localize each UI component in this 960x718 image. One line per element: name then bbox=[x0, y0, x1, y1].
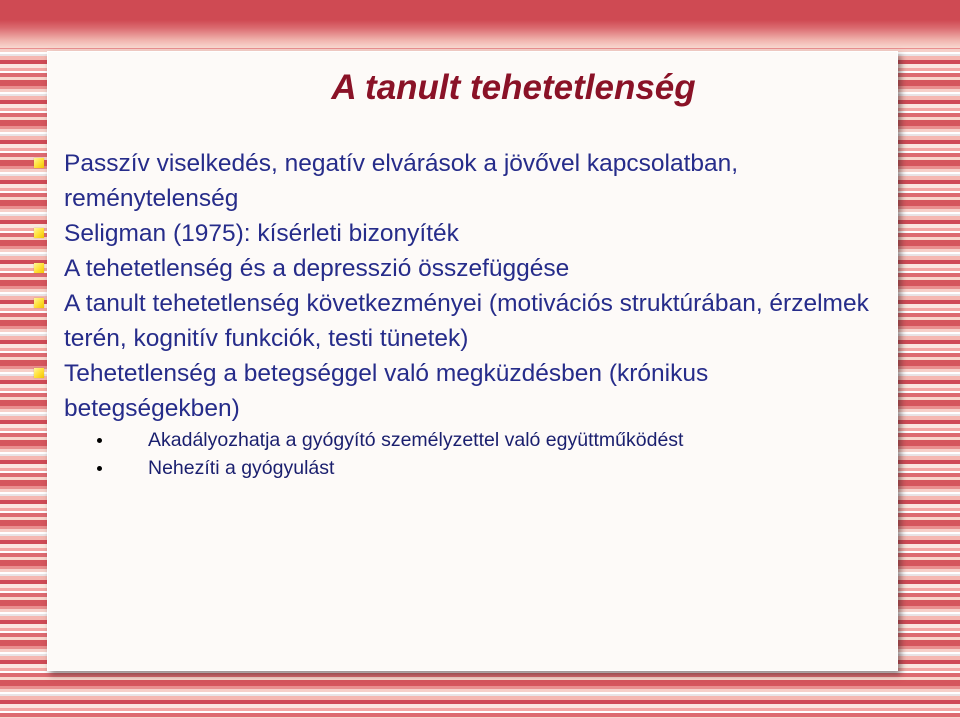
sub-bullet-list bbox=[64, 426, 888, 482]
bullet-list bbox=[48, 146, 888, 482]
sub-bullet-text: Nehezíti a gyógyulást bbox=[148, 457, 335, 479]
yellow-square-bullet-icon bbox=[34, 228, 44, 238]
yellow-square-bullet-icon bbox=[34, 158, 44, 168]
bullet-text: Tehetetlenség a betegséggel való megküzdésben (krónikus betegségekben) bbox=[64, 360, 709, 422]
yellow-square-bullet-icon bbox=[34, 368, 44, 378]
yellow-square-bullet-icon bbox=[34, 298, 44, 308]
bullet-text: A tehetetlenség és a depresszió összefüggése bbox=[64, 255, 570, 282]
bullet-item bbox=[48, 251, 888, 286]
sub-bullet-item bbox=[64, 426, 888, 454]
bullet-item bbox=[48, 216, 888, 251]
black-dot-bullet-icon bbox=[97, 466, 102, 471]
yellow-square-bullet-icon bbox=[34, 263, 44, 273]
sub-bullet-item bbox=[64, 454, 888, 482]
black-dot-bullet-icon bbox=[97, 438, 102, 443]
bullet-item bbox=[48, 356, 888, 482]
bullet-item bbox=[48, 146, 888, 216]
bullet-item bbox=[48, 286, 888, 356]
bullet-text: Passzív viselkedés, negatív elvárások a jövővel kapcsolatban, reménytelenség bbox=[64, 150, 739, 212]
slide-title: A tanult tehetetlenség bbox=[331, 68, 696, 107]
bullet-text: Seligman (1975): kísérleti bizonyíték bbox=[64, 220, 459, 247]
sub-bullet-text: Akadályozhatja a gyógyító személyzettel való együttműködést bbox=[148, 429, 684, 451]
background-top-band bbox=[0, 0, 960, 48]
bullet-text: A tanult tehetetlenség következményei (motivációs struktúrában, érzelmek terén, kognitív funkciók, testi tünetek) bbox=[64, 290, 869, 352]
slide-panel bbox=[47, 51, 898, 671]
